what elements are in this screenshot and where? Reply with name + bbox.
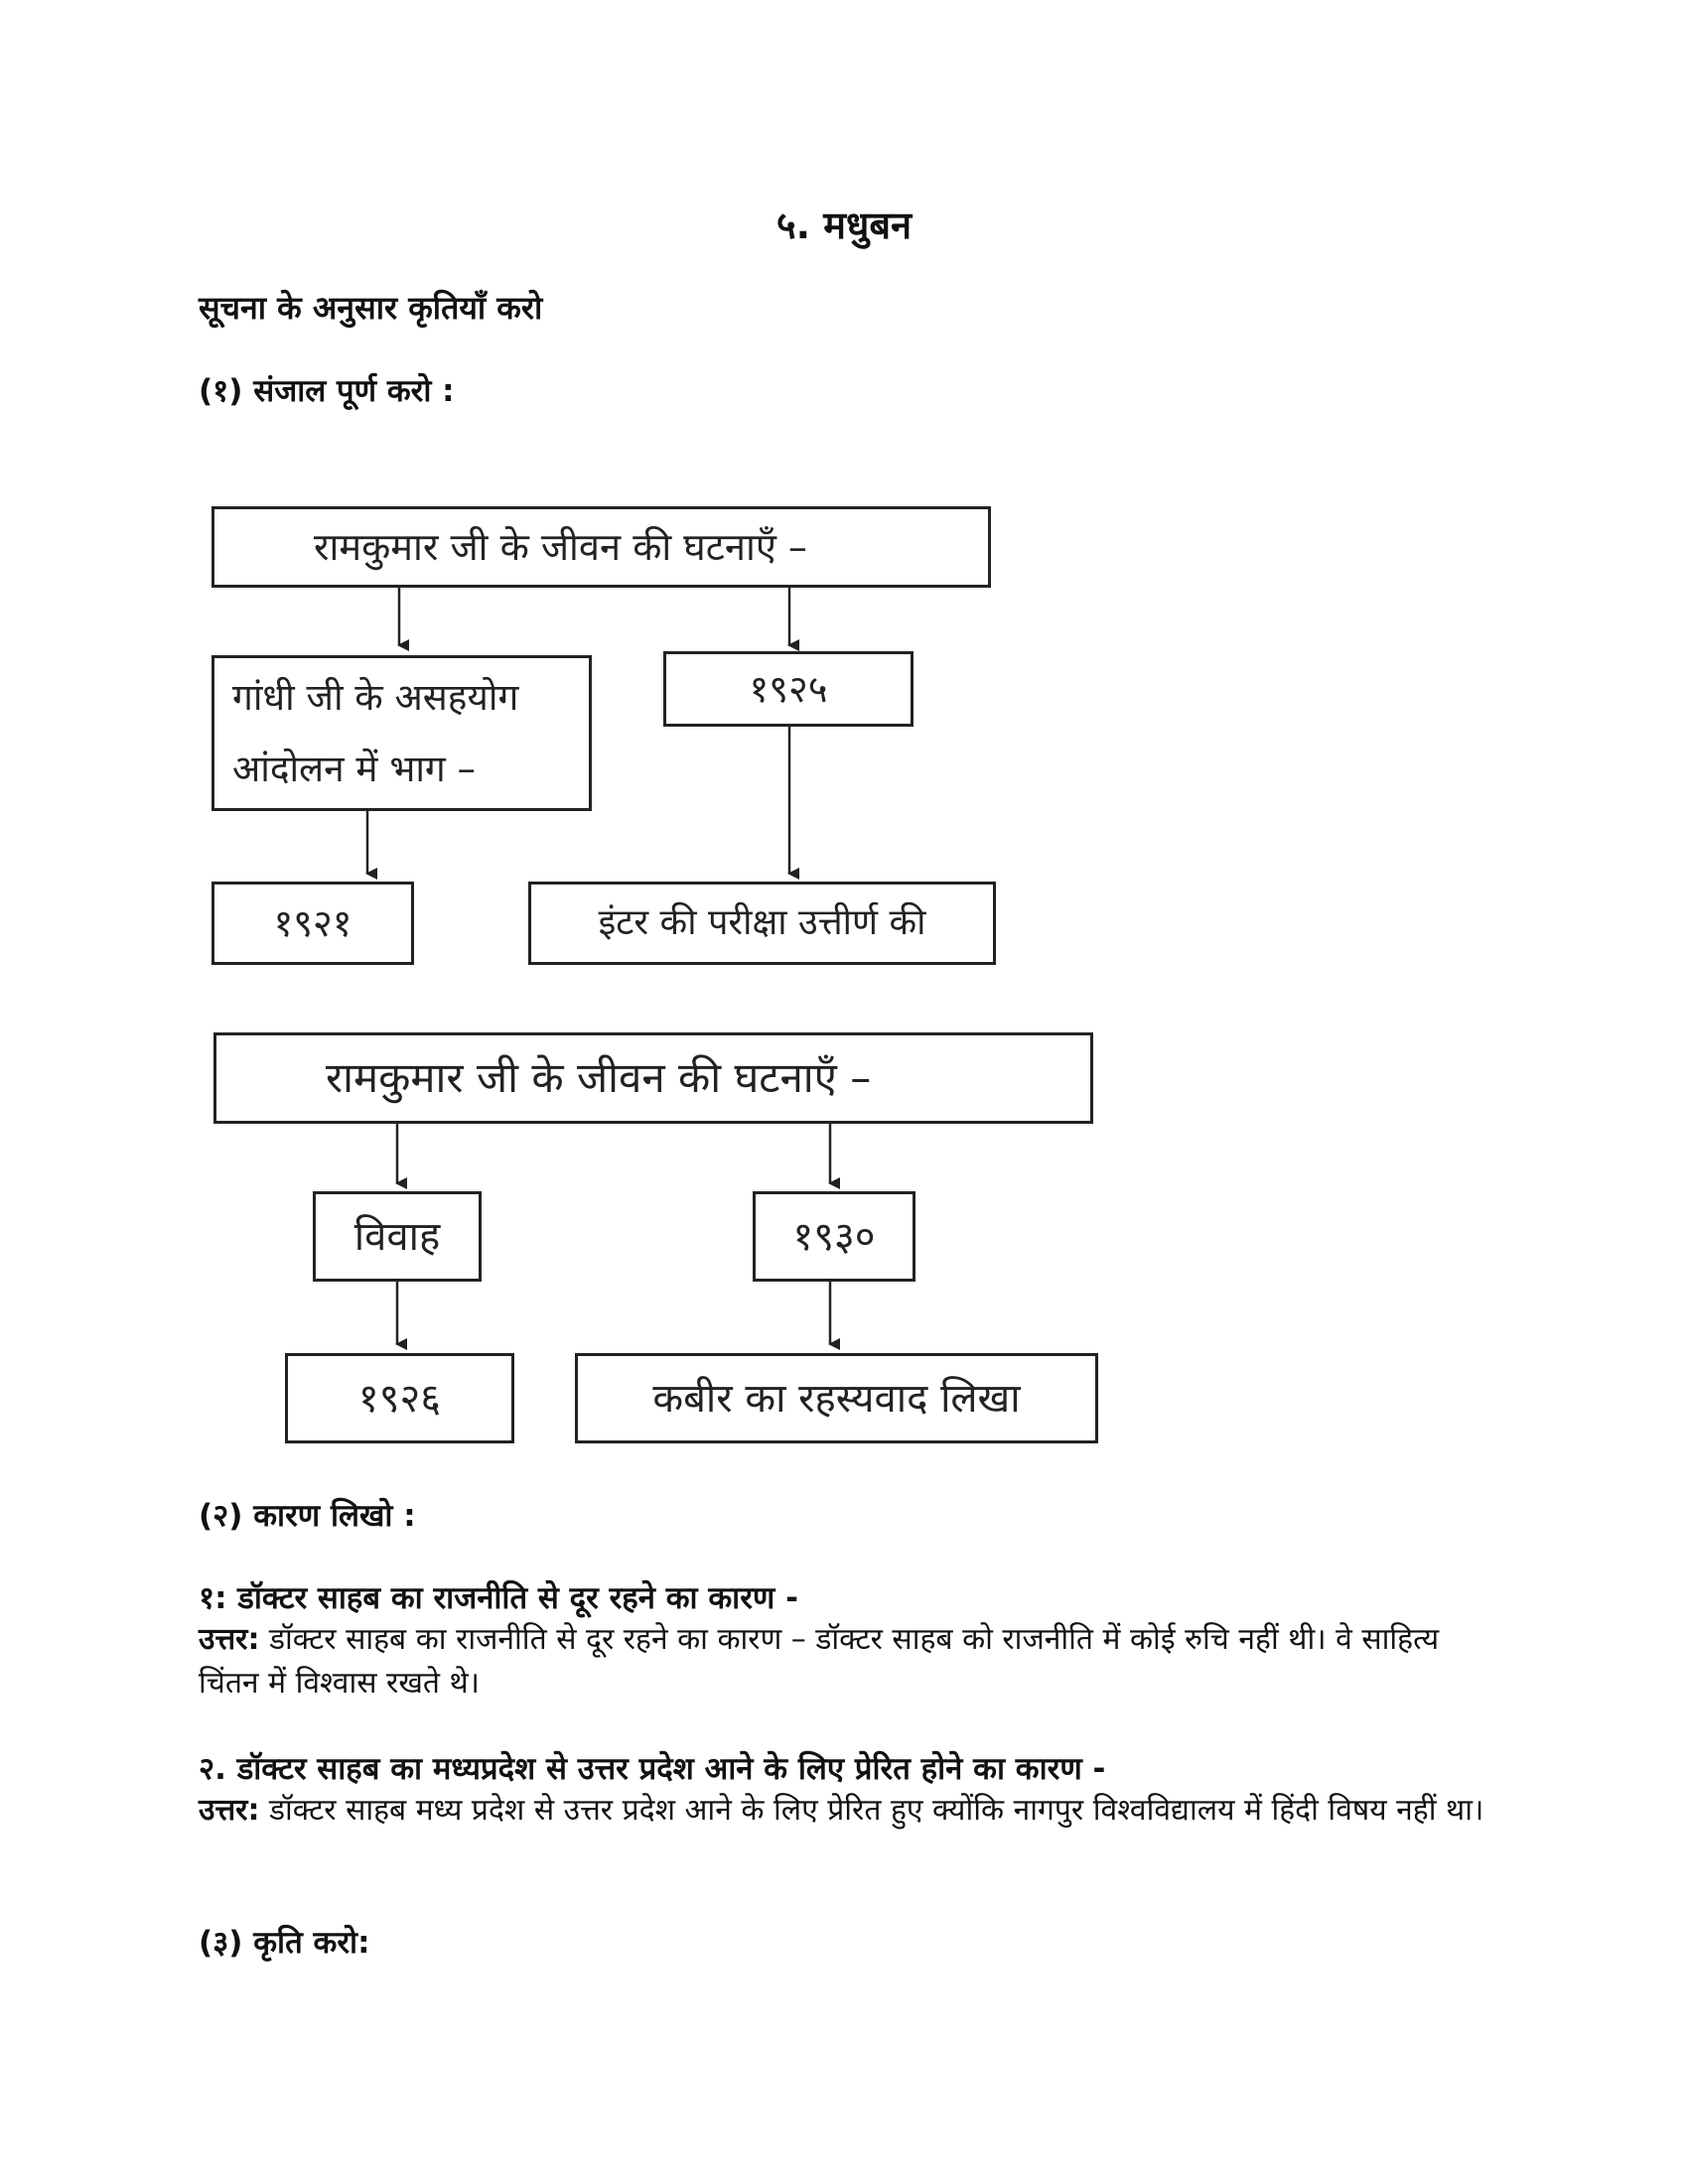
q2-label: (२) कारण लिखो :: [199, 1498, 416, 1534]
diagram2-right-bottom-box: कबीर का रहस्यवाद लिखा: [575, 1353, 1098, 1443]
answer-label: उत्तर:: [199, 1622, 260, 1657]
q2-item2-question: २. डॉक्टर साहब का मध्यप्रदेश से उत्तर प्रदेश आने के लिए प्रेरित होने का कारण -: [199, 1751, 1106, 1787]
diagram1-right-bottom-box: इंटर की परीक्षा उत्तीर्ण की: [528, 882, 996, 965]
q2-item2-answer: [199, 1789, 1489, 1833]
answer-label: उत्तर:: [199, 1793, 260, 1828]
answer-text: डॉक्टर साहब का राजनीति से दूर रहने का कारण – डॉक्टर साहब को राजनीति में कोई रुचि नहीं थी। वे साहित्य चिंतन में विश्वास रखते थे।: [199, 1622, 1440, 1701]
q2-item1-question: १: डॉक्टर साहब का राजनीति से दूर रहने का कारण -: [199, 1580, 798, 1616]
diagram1-left-bottom-box: १९२१: [211, 882, 414, 965]
diagram2-top-box: रामकुमार जी के जीवन की घटनाएँ –: [213, 1032, 1093, 1124]
diagram1-left-mid-box: गांधी जी के असहयोग आंदोलन में भाग –: [211, 655, 592, 811]
diagram2-left-bottom-box: १९२६: [285, 1353, 514, 1443]
instruction: सूचना के अनुसार कृतियाँ करो: [199, 289, 543, 327]
diagram2-right-mid-box: १९३०: [753, 1191, 915, 1282]
answer-text: डॉक्टर साहब मध्य प्रदेश से उत्तर प्रदेश आने के लिए प्रेरित हुए क्योंकि नागपुर विश्वविद्यालय में हिंदी विषय नहीं था।: [268, 1793, 1484, 1828]
q2-item1-answer: [199, 1618, 1489, 1706]
q1-label: (१) संजाल पूर्ण करो :: [199, 373, 455, 409]
diagram1-right-mid-box: १९२५: [663, 651, 914, 727]
q3-label: (३) कृति करो:: [199, 1925, 370, 1961]
diagram2-left-mid-box: विवाह: [313, 1191, 482, 1282]
page-title: ५. मधुबन: [775, 204, 913, 247]
diagram1-top-box: रामकुमार जी के जीवन की घटनाएँ –: [211, 506, 991, 588]
